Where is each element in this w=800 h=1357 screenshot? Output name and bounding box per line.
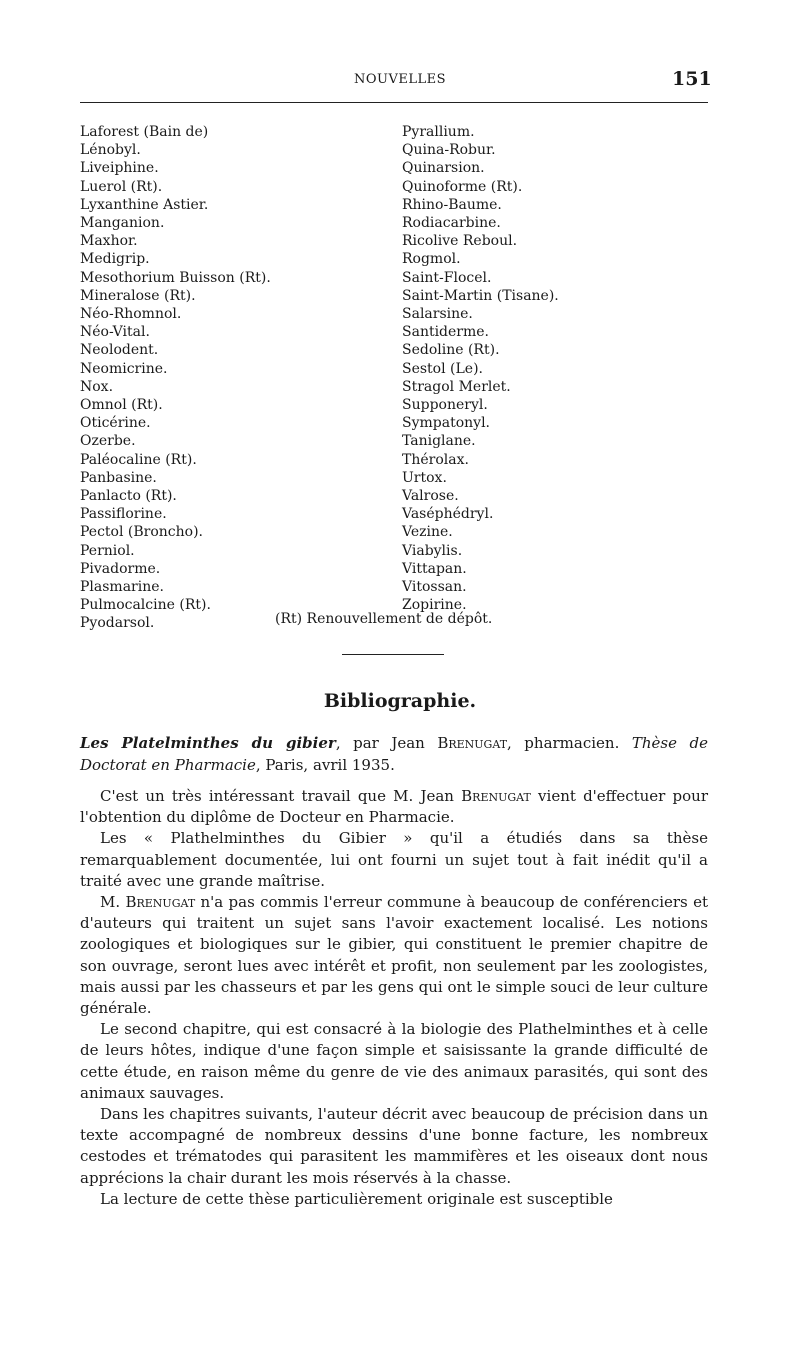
author-name: Brenugat [461, 787, 531, 805]
product-list-item: Neolodent. [80, 342, 159, 359]
product-list-item: Vittapan. [402, 560, 467, 577]
citation-role: , pharmacien. [507, 734, 632, 752]
product-list-item: Vitossan. [402, 579, 467, 596]
header-title: NOUVELLES [353, 72, 447, 87]
product-list-item: Neomicrine. [80, 360, 168, 377]
product-list-item: Rogmol. [402, 251, 461, 268]
product-list-item: Luerol (Rt). [80, 178, 163, 195]
product-list-item: Santiderme. [402, 324, 490, 341]
product-list-item: Perniol. [80, 542, 135, 559]
citation-by: , par Jean [335, 734, 438, 752]
product-list-item: Saint-Martin (Tisane). [402, 287, 559, 304]
header-rule [80, 102, 708, 103]
product-list-item: Vezine. [402, 524, 453, 541]
product-list-item: Urtox. [402, 469, 447, 486]
product-list-item: Manganion. [80, 215, 165, 232]
product-list-item: Sympatonyl. [402, 415, 490, 432]
product-list-item: Lyxanthine Astier. [80, 196, 209, 213]
citation-title: Les Platelminthes du gibier [80, 734, 336, 752]
product-list-item: Ozerbe. [80, 433, 136, 450]
product-list-item: Pivadorme. [80, 560, 161, 577]
product-list-item: Rhino-Baume. [402, 196, 502, 213]
product-list-item: Saint-Flocel. [402, 269, 492, 286]
product-list-item: Vaséphédryl. [402, 506, 494, 523]
product-list-item: Supponeryl. [402, 397, 488, 414]
text-run: C'est un très intéressant travail que M. Jean [100, 787, 462, 805]
product-list-item: Stragol Merlet. [402, 378, 511, 395]
author-name: Brenugat [125, 893, 196, 912]
product-list-item: Lénobyl. [80, 142, 141, 159]
product-list-item: Laforest (Bain de) [80, 124, 209, 140]
product-list-item: Viabylis. [402, 542, 463, 559]
review-paragraph: Les « Plathelminthes du Gibier » qu'il a étudiés dans sa thèse remarquablement documentée, lui ont fourni un sujet tout à fait inédit qu'il a traité avec une grande maîtrise. [80, 829, 708, 890]
product-list-item: Pulmocalcine (Rt). [80, 597, 211, 614]
product-list-item: Quinoforme (Rt). [402, 178, 523, 195]
page-number: 151 [672, 68, 712, 90]
product-list-item: Pectol (Broncho). [80, 524, 203, 541]
product-list-item: Quinarsion. [402, 160, 485, 177]
product-list-item: Néo-Vital. [80, 324, 150, 341]
review-paragraph: Dans les chapitres suivants, l'auteur décrit avec beaucoup de précision dans un texte accompagné de nombreux dessins d'une bonne facture, les nombreux cestodes et trématodes qui parasitent les mammifères et les oiseaux dont nous apprécions la chair durant les mois réservés à la chasse. [80, 1105, 708, 1187]
product-list-item: Panbasine. [80, 469, 157, 486]
product-list-item: Mesothorium Buisson (Rt). [80, 269, 271, 286]
product-list-item: Néo-Rhomnol. [80, 306, 182, 323]
product-list-item: Rodiacarbine. [402, 215, 501, 232]
product-list-item: Plasmarine. [80, 579, 164, 596]
text-run: n'a pas commis l'erreur commune à beaucoup de conférenciers et d'auteurs qui traitent un sujet sans l'avoir exactement localisé. Les notions zoologiques et biologiques sur le gibier, qui constituent le premier chapitre de son ouvrage, seront lues avec intérêt et profit, non seulement par les zoologistes, mais aussi par les chasseurs et par les gens qui ont le simple souci de leur culture générale. [80, 893, 708, 1018]
citation-thesis: Thèse de Doctorat en Pharmacie [80, 734, 708, 774]
review-paragraph: Le second chapitre, qui est consacré à la biologie des Plathelminthes et à celle de leurs hôtes, indique d'une façon simple et saisissante la grande difficulté de cette étude, en raison même du genre de vie des animaux parasités, qui sont des animaux sauvages. [80, 1020, 708, 1102]
product-list-item: Mineralose (Rt). [80, 287, 196, 304]
product-list-item: Thérolax. [402, 451, 469, 468]
product-list-item: Taniglane. [402, 433, 476, 450]
product-list-item: Liveiphine. [80, 160, 159, 177]
review-paragraph: La lecture de cette thèse particulièrement originale est susceptible [100, 1189, 613, 1208]
renewal-note: (Rt) Renouvellement de dépôt. [275, 611, 493, 627]
review-body [80, 786, 708, 1210]
product-list-item: Quina-Robur. [402, 142, 496, 159]
product-list-right-column [402, 123, 559, 614]
product-list-item: Salarsine. [402, 306, 473, 323]
product-list-item: Ricolive Reboul. [402, 233, 518, 250]
product-list-item: Sestol (Le). [402, 360, 483, 377]
product-list-left-column [80, 123, 271, 633]
product-list-item: Pyodarsol. [80, 615, 155, 632]
bibliography-heading: Bibliographie. [323, 690, 477, 712]
product-list-item: Sedoline (Rt). [402, 342, 500, 359]
product-list-item: Maxhor. [80, 233, 138, 250]
review-paragraph [80, 892, 708, 1019]
text-run: M. [100, 893, 126, 912]
section-separator [342, 654, 444, 655]
review-paragraph [80, 786, 708, 828]
product-list-item: Valrose. [402, 488, 459, 505]
product-list-item: Omnol (Rt). [80, 397, 163, 414]
product-list-item: Oticérine. [80, 415, 151, 432]
product-list-item: Paléocaline (Rt). [80, 451, 197, 468]
product-list-item: Nox. [80, 378, 114, 395]
product-list-item: Medigrip. [80, 251, 150, 268]
bibliography-citation [80, 733, 708, 776]
product-list-item: Panlacto (Rt). [80, 488, 177, 505]
product-list-item: Zopirine. [402, 597, 467, 614]
product-list-item: Passiflorine. [80, 506, 167, 523]
citation-author: Brenugat [437, 734, 508, 752]
product-list-item: Pyrallium. [402, 124, 475, 140]
citation-place-date: , Paris, avril 1935. [255, 755, 395, 774]
text-run: vient d'effectuer pour l'obtention du diplôme de Docteur en Pharmacie. [80, 787, 708, 827]
